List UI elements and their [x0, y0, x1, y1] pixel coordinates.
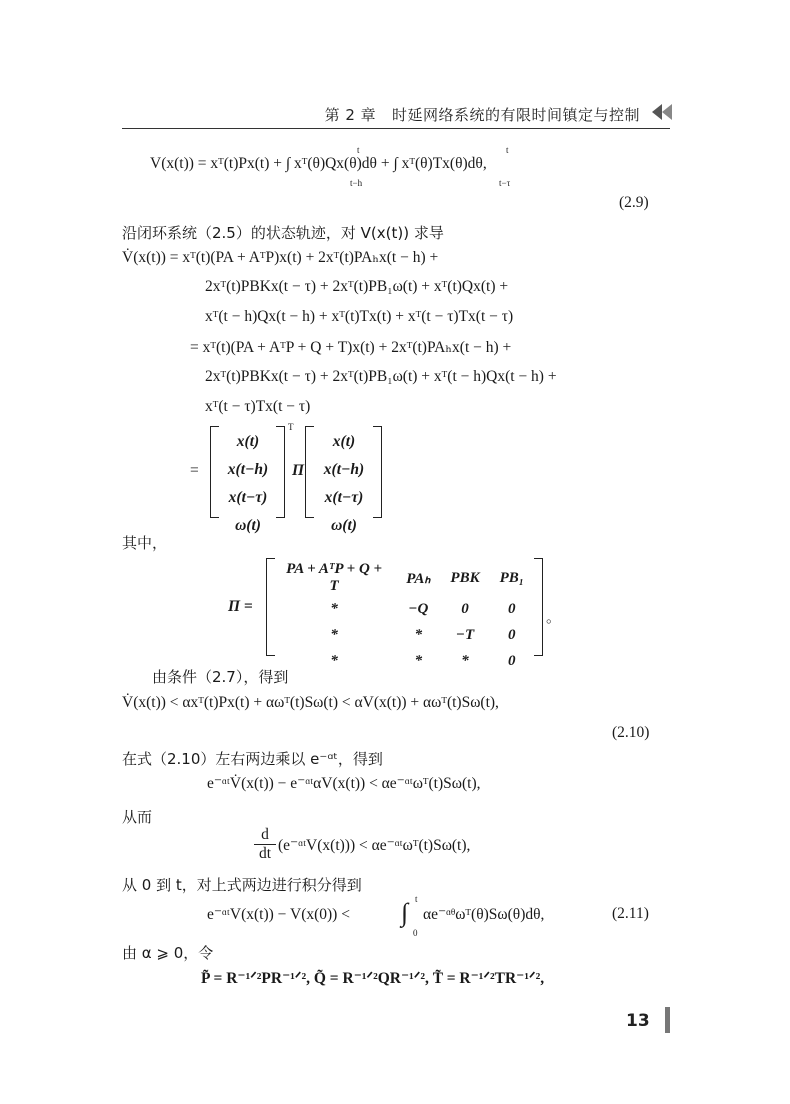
equation-number-2-11: (2.11) — [612, 905, 649, 922]
int-lower: 0 — [413, 928, 418, 938]
left-vector-bracket-left — [210, 426, 219, 518]
matrix-cell: * — [330, 626, 338, 643]
derivative-line-6: xᵀ(t − τ)Tx(t − τ) — [205, 398, 311, 415]
matrix-cell: * — [330, 652, 338, 669]
fraction-denominator: dt — [258, 845, 272, 862]
matrix-row — [272, 560, 534, 596]
pi-symbol: Π — [292, 462, 305, 479]
matrix-cell: PBK — [450, 569, 480, 586]
paragraph-integrate: 从 0 到 t，对上式两边进行积分得到 — [122, 876, 362, 894]
matrix-cell: * — [330, 600, 338, 617]
chapter-label: 第 2 章 — [324, 106, 377, 124]
transpose-mark: T — [288, 422, 294, 432]
derivative-line-1: V̇(x(t)) = xᵀ(t)(PA + AᵀP)x(t) + 2xᵀ(t)PAₕx(t − h) + — [122, 249, 439, 266]
equation-2-11-rhs: αe⁻ᵅᶿωᵀ(θ)Sω(θ)dθ, — [423, 906, 545, 923]
chapter-title: 时延网络系统的有限时间镇定与控制 — [391, 106, 640, 124]
matrix-cell: −T — [455, 626, 475, 643]
matrix-row — [272, 596, 534, 622]
equation-2-11-lhs: e⁻ᵅᵗV(x(t)) − V(x(0)) < — [207, 906, 350, 923]
right-vector-bracket-left — [305, 426, 314, 518]
derivative-line-2: 2xᵀ(t)PBKx(t − τ) + 2xᵀ(t)PB₁ω(t) + xᵀ(t)Qx(t) + — [205, 278, 509, 295]
header-rule — [122, 128, 670, 129]
left-vector — [220, 428, 276, 540]
matrix-cell: 0 — [461, 600, 469, 617]
running-header — [325, 104, 640, 125]
vector-entry: ω(t) — [235, 517, 261, 534]
vector-entry: x(t) — [236, 433, 260, 450]
pi-lhs: Π = — [228, 598, 253, 615]
pi-end-punct: 。 — [546, 608, 562, 626]
left-vector-bracket-right — [276, 426, 285, 518]
matrix-cell: PA + AᵀP + Q + T — [286, 561, 383, 594]
paragraph-condition: 由条件（2.7），得到 — [152, 668, 289, 686]
int2-lower: t−τ — [499, 178, 511, 188]
vector-entry: x(t−τ) — [228, 489, 268, 506]
pi-bracket-right — [534, 558, 543, 656]
matrix-cell: * — [414, 626, 423, 643]
int-upper: t — [415, 894, 418, 904]
matrix-cell: 0 — [508, 626, 516, 643]
equation-multiplied: e⁻ᵅᵗV̇(x(t)) − e⁻ᵅᵗαV(x(t)) < αe⁻ᵅᵗωᵀ(t)Sω(t), — [207, 775, 481, 792]
page-number-bar — [665, 1007, 670, 1033]
equation-number-2-9: (2.9) — [619, 194, 649, 211]
equation-2-10: V̇(x(t)) < αxᵀ(t)Px(t) + αωᵀ(t)Sω(t) < αV(x(t)) + αωᵀ(t)Sω(t), — [122, 694, 499, 711]
quadratic-equals: = — [190, 462, 199, 479]
vector-entry: x(t−h) — [323, 461, 365, 478]
right-vector-bracket-right — [373, 426, 382, 518]
matrix-cell: * — [461, 652, 469, 669]
matrix-cell: 0 — [508, 600, 516, 617]
vector-entry: x(t−h) — [227, 461, 269, 478]
integral-sign: ∫ — [401, 898, 409, 927]
page-number: 13 — [626, 1011, 650, 1031]
double-left-arrow-icon — [652, 104, 674, 124]
int1-upper: t — [357, 145, 360, 155]
matrix-cell: −Q — [408, 600, 429, 617]
matrix-row — [272, 648, 534, 674]
equation-number-2-10: (2.10) — [612, 724, 650, 741]
vector-entry: x(t) — [332, 433, 356, 450]
equation-derivative: (e⁻ᵅᵗV(x(t))) < αe⁻ᵅᵗωᵀ(t)Sω(t), — [278, 837, 471, 854]
vector-entry: ω(t) — [331, 517, 357, 534]
right-vector — [315, 428, 373, 540]
derivative-line-4: = xᵀ(t)(PA + AᵀP + Q + T)x(t) + 2xᵀ(t)PAₕx(t − h) + — [190, 339, 512, 356]
derivative-line-5: 2xᵀ(t)PBKx(t − τ) + 2xᵀ(t)PB₁ω(t) + xᵀ(t − h)Qx(t − h) + — [205, 368, 557, 385]
matrix-cell: 0 — [508, 652, 516, 669]
matrix-row — [272, 622, 534, 648]
equation-transforms: P̃ = R⁻¹ᐟ²PR⁻¹ᐟ², Q̃ = R⁻¹ᐟ²QR⁻¹ᐟ², T̃ = R⁻¹ᐟ²TR⁻¹ᐟ², — [201, 970, 545, 987]
int1-lower: t−h — [350, 178, 363, 188]
paragraph-closed-loop: 沿闭环系统（2.5）的状态轨迹，对 V(x(t)) 求导 — [122, 224, 444, 242]
vector-entry: x(t−τ) — [324, 489, 364, 506]
pi-matrix — [272, 560, 534, 674]
derivative-line-3: xᵀ(t − h)Qx(t − h) + xᵀ(t)Tx(t) + xᵀ(t − τ)Tx(t − τ) — [205, 308, 514, 325]
paragraph-hence: 从而 — [122, 808, 153, 826]
derivative-fraction — [254, 826, 276, 863]
int2-upper: t — [506, 145, 509, 155]
matrix-cell: * — [414, 652, 423, 669]
paragraph-let: 由 α ⩾ 0，令 — [122, 944, 214, 962]
fraction-numerator: d — [254, 826, 276, 845]
matrix-cell: PAₕ — [406, 570, 431, 587]
paragraph-where: 其中， — [122, 534, 168, 552]
paragraph-multiply: 在式（2.10）左右两边乘以 e⁻ᵅᵗ，得到 — [122, 750, 383, 768]
matrix-cell: PB₁ — [499, 569, 524, 586]
equation-2-9: V(x(t)) = xᵀ(t)Px(t) + ∫ xᵀ(θ)Qx(θ)dθ + ∫ xᵀ(θ)Tx(θ)dθ, — [150, 155, 487, 172]
